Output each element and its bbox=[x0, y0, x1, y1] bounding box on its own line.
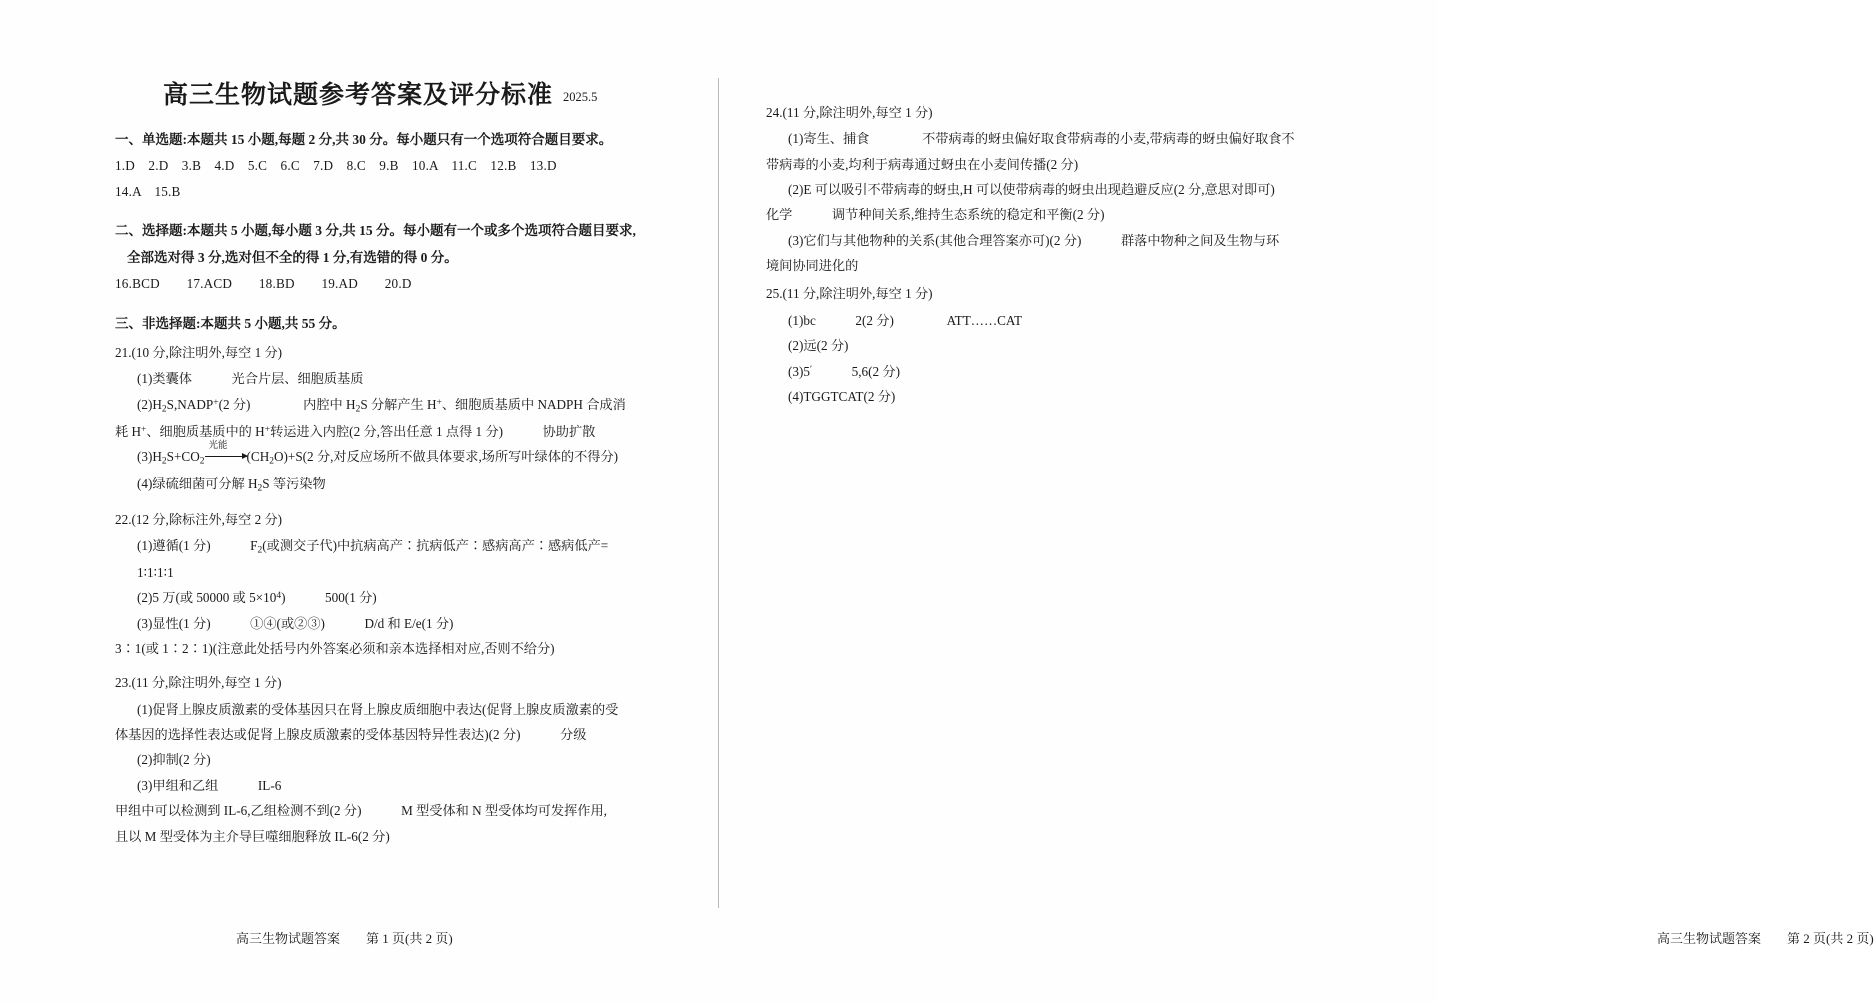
question-21-item-2 bbox=[115, 392, 673, 419]
q21-2d: S 分解产生 H bbox=[360, 396, 437, 412]
question-25-item-3 bbox=[766, 359, 1327, 384]
section-2-heading-line-1: 二、选择题:本题共 5 小题,每小题 3 分,共 15 分。每小题有一个或多个选项符合题目要求, bbox=[115, 223, 636, 239]
q21-2e: 、细胞质基质中 NADPH 合成消 bbox=[441, 396, 626, 412]
q21-sub-5: 2 bbox=[199, 456, 205, 467]
q21-2c: (2 分) 内腔中 H bbox=[218, 396, 356, 412]
question-22-item-3-cont: 3∶1(或 1∶2∶1)(注意此处括号内外答案必须和亲本选择相对应,否则不给分) bbox=[115, 641, 555, 657]
q25-prime: ′ bbox=[809, 364, 813, 375]
question-21-item-2-cont bbox=[115, 419, 673, 444]
question-22-item-3: (3)显性(1 分) ①④(或②③) D/d 和 E/e(1 分) bbox=[137, 615, 454, 631]
question-22-heading: 22.(12 分,除标注外,每空 2 分) bbox=[115, 511, 283, 527]
q21-4d: O)+S(2 分,对反应场所不做具体要求,场所写叶绿体的不得分) bbox=[273, 448, 619, 464]
question-21-item-4 bbox=[115, 471, 673, 498]
q21-4a: (3)H bbox=[137, 448, 162, 464]
q21-sub-2: 2 bbox=[161, 404, 167, 415]
question-21-item-3 bbox=[115, 440, 673, 471]
q21-3b: 、细胞质基质中的 H bbox=[146, 423, 265, 439]
section-1-answers-line-2: 14.A 15.B bbox=[115, 183, 181, 199]
q21-2a: (2)H bbox=[137, 396, 162, 412]
question-24-item-2: (2)E 可以吸引不带病毒的蚜虫,H 可以使带病毒的蚜虫出现趋避反应(2 分,意思对即可) bbox=[788, 182, 1275, 198]
q21-sup-plus-4: + bbox=[264, 424, 271, 435]
q22-sub-f2: 2 bbox=[257, 545, 263, 556]
q21-4b: S+CO bbox=[166, 448, 200, 464]
question-24-item-3: (3)它们与其他物种的关系(其他合理答案亦可)(2 分) 群落中物种之间及生物与环 bbox=[788, 232, 1280, 248]
question-24-item-3-cont: 境间协同进化的 bbox=[766, 258, 859, 274]
question-25-item-4: (4)TGGTCAT(2 分) bbox=[788, 388, 896, 404]
section-3-heading: 三、非选择题:本题共 5 小题,共 55 分。 bbox=[115, 315, 346, 331]
question-25-item-2: (2)远(2 分) bbox=[788, 338, 849, 354]
reaction-arrow-label: 光能 bbox=[208, 440, 228, 451]
q21-2b: S,NADP bbox=[166, 396, 214, 412]
question-25-item-1: (1)bc 2(2 分) ATT……CAT bbox=[788, 312, 1023, 328]
q21-3a: 耗 H bbox=[115, 423, 142, 439]
q22-1b: (或测交子代)中抗病高产∶抗病低产∶感病高产∶感病低产= bbox=[262, 538, 609, 554]
question-23-item-1: (1)促肾上腺皮质激素的受体基因只在肾上腺皮质细胞中表达(促肾上腺皮质激素的受 bbox=[137, 701, 619, 717]
q21-5b: S 等污染物 bbox=[262, 475, 326, 491]
q21-sub-6: 2 bbox=[269, 456, 274, 467]
question-22-item-1 bbox=[115, 533, 673, 560]
question-23-item-2: (2)抑制(2 分) bbox=[137, 752, 211, 768]
q22-3b: ) 500(1 分) bbox=[281, 590, 377, 606]
section-1-answers-line-1: 1.D 2.D 3.B 4.D 5.C 6.C 7.D 8.C 9.B 10.A 11.C 12.B 13.D bbox=[115, 157, 557, 173]
question-23-item-3-cont-1: 甲组中可以检测到 IL-6,乙组检测不到(2 分) M 型受体和 N 型受体均可发挥作用, bbox=[115, 803, 607, 819]
question-23-heading: 23.(11 分,除注明外,每空 1 分) bbox=[115, 675, 282, 691]
question-23-item-3-cont-2: 且以 M 型受体为主介导巨噬细胞释放 IL-6(2 分) bbox=[115, 828, 390, 844]
section-1-heading: 一、单选题:本题共 15 小题,每题 2 分,共 30 分。每小题只有一个选项符合题目要求。 bbox=[115, 131, 613, 147]
q21-3c: 转运进入内腔(2 分,答出任意 1 点得 1 分) 协助扩散 bbox=[270, 423, 596, 439]
left-column bbox=[0, 0, 718, 1002]
question-22-item-1-cont: 1∶1∶1∶1 bbox=[137, 565, 174, 581]
title-text: 高三生物试题参考答案及评分标准 bbox=[163, 82, 554, 109]
question-22-item-2 bbox=[115, 585, 673, 610]
question-24-heading: 24.(11 分,除注明外,每空 1 分) bbox=[766, 105, 933, 120]
q21-4c: (CH bbox=[246, 448, 270, 464]
question-23-item-3: (3)甲组和乙组 IL-6 bbox=[137, 777, 282, 793]
question-24-item-2-cont: 化学 调节种间关系,维持生态系统的稳定和平衡(2 分) bbox=[766, 207, 1105, 223]
q22-sup-4: 4 bbox=[276, 591, 282, 602]
section-2-heading-line-2: 全部选对得 3 分,选对但不全的得 1 分,有选错的得 0 分。 bbox=[127, 249, 458, 265]
q22-1a: (1)遵循(1 分) F bbox=[137, 538, 258, 554]
question-21-item-1: (1)类囊体 光合片层、细胞质基质 bbox=[137, 371, 364, 387]
arrow-line bbox=[205, 456, 247, 457]
question-25-heading: 25.(11 分,除注明外,每空 1 分) bbox=[766, 286, 933, 302]
q21-sub-4: 2 bbox=[161, 456, 167, 467]
footer-right: 高三生物试题答案 第 2 页(共 2 页) bbox=[1657, 931, 1874, 946]
page-title bbox=[115, 80, 673, 113]
q25-3a: (3)5 bbox=[788, 363, 810, 379]
question-23-item-1-cont: 体基因的选择性表达或促肾上腺皮质激素的受体基因特异性表达)(2 分) 分级 bbox=[115, 727, 587, 743]
q21-sup-plus-3: + bbox=[141, 424, 147, 435]
reaction-arrow-icon bbox=[205, 440, 247, 463]
q21-5a: (4)绿硫细菌可分解 H bbox=[137, 475, 258, 491]
q21-sub-3: 2 bbox=[355, 404, 361, 415]
footer-left: 高三生物试题答案 第 1 页(共 2 页) bbox=[236, 931, 453, 946]
right-column bbox=[718, 0, 1874, 1002]
question-24-item-1: (1)寄生、捕食 不带病毒的蚜虫偏好取食带病毒的小麦,带病毒的蚜虫偏好取食不 bbox=[788, 131, 1295, 147]
question-21-heading: 21.(10 分,除注明外,每空 1 分) bbox=[115, 344, 283, 360]
q21-sub-7: 2 bbox=[257, 483, 263, 494]
q21-sup-plus: + bbox=[213, 397, 219, 408]
title-date: 2025.5 bbox=[563, 90, 598, 104]
q21-sup-plus-2: + bbox=[436, 397, 442, 408]
q22-3a: (2)5 万(或 50000 或 5×10 bbox=[137, 590, 277, 606]
section-2-answers: 16.BCD 17.ACD 18.BD 19.AD 20.D bbox=[115, 275, 412, 291]
q25-3b: 5,6(2 分) bbox=[812, 363, 900, 379]
question-24-item-1-cont: 带病毒的小麦,均利于病毒通过蚜虫在小麦间传播(2 分) bbox=[766, 156, 1079, 172]
